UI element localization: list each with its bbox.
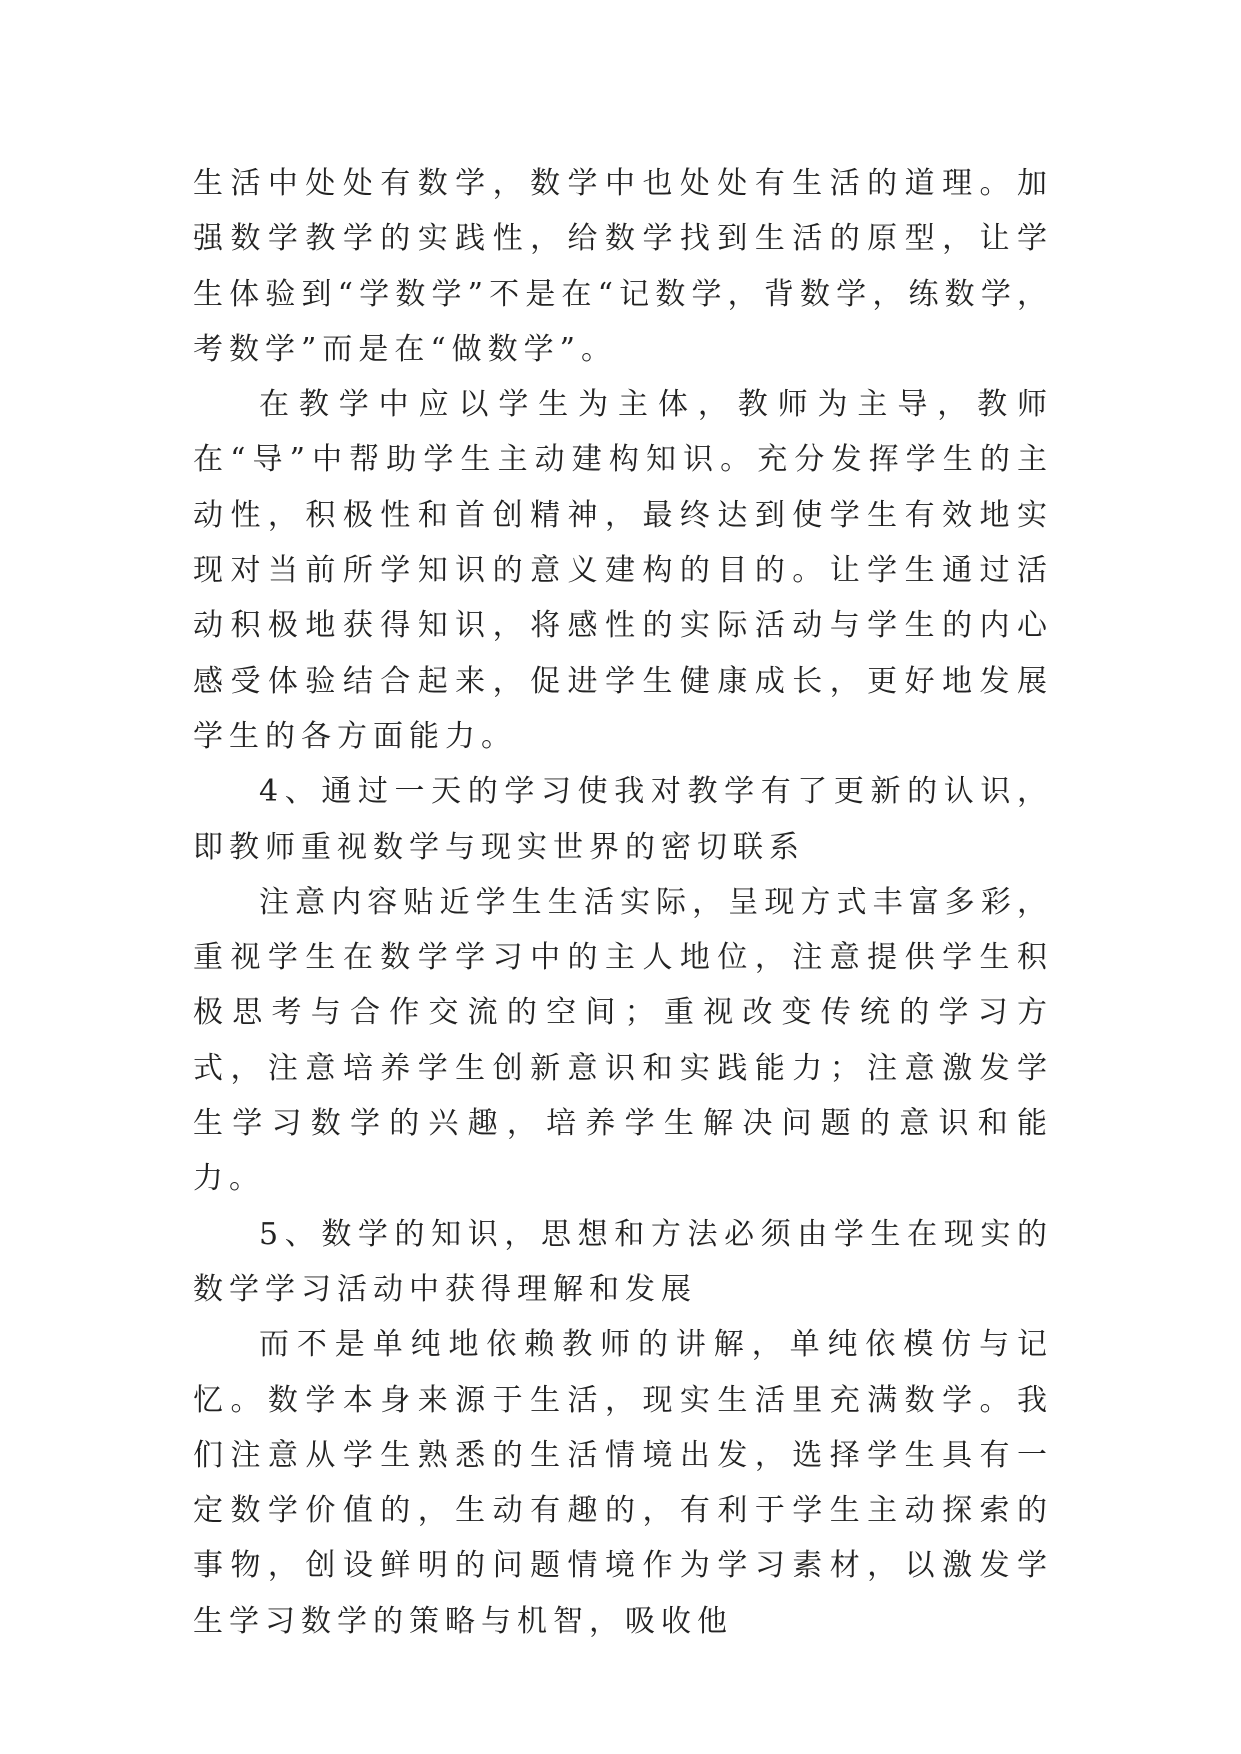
- paragraph-continuation: 生活中处处有数学，数学中也处处有生活的道理。加强数学教学的实践性，给数学找到生活的原型，让学生体验到“学数学”不是在“记数学，背数学，练数学，考数学”而是在“做数学”。: [193, 166, 1053, 367]
- paragraph-heading-4: 4、通过一天的学习使我对教学有了更新的认识，即教师重视数学与现实世界的密切联系: [193, 774, 1053, 865]
- paragraph-heading-5: 5、数学的知识，思想和方法必须由学生在现实的数学学习活动中获得理解和发展: [193, 1216, 1053, 1307]
- paragraph-content-life: 注意内容贴近学生生活实际，呈现方式丰富多彩，重视学生在数学学习中的主人地位，注意提供学生积极思考与合作交流的空间；重视改变传统的学习方式，注意培养学生创新意识和实践能力；注意激发学生学习数学的兴趣，培养学生解决问题的意识和能力。: [193, 884, 1053, 1197]
- paragraph-not-rote: 而不是单纯地依赖教师的讲解，单纯依模仿与记忆。数学本身来源于生活，现实生活里充满数学。我们注意从学生熟悉的生活情境出发，选择学生具有一定数学价值的，生动有趣的，有利于学生主动探索的事物，创设鲜明的问题情境作为学习素材，以激发学生学习数学的策略与机智，吸收他: [193, 1327, 1053, 1639]
- paragraph-student-centered: 在教学中应以学生为主体，教师为主导，教师在“导”中帮助学生主动建构知识。充分发挥学生的主动性，积极性和首创精神，最终达到使学生有效地实现对当前所学知识的意义建构的目的。让学生通过活动积极地获得知识，将感性的实际活动与学生的内心感受体验结合起来，促进学生健康成长，更好地发展学生的各方面能力。: [193, 387, 1053, 754]
- document-body: [193, 156, 1053, 1649]
